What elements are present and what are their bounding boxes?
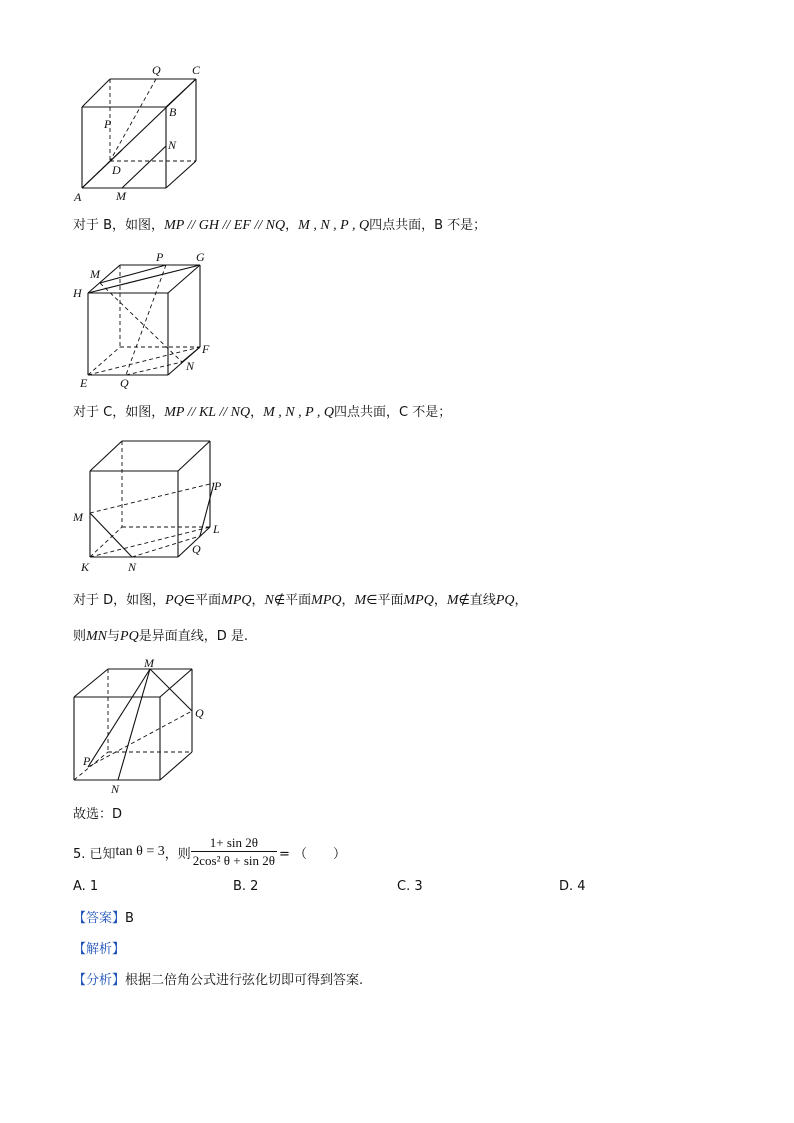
answer-value: B [125, 911, 134, 926]
label-k: K [81, 560, 90, 574]
label-e: E [80, 376, 88, 390]
label-h: H [73, 286, 82, 300]
d-in: ∈平面 [183, 593, 222, 608]
c-parallel: MP // KL // NQ [164, 405, 251, 420]
label-g: G [196, 250, 205, 264]
option-a[interactable]: A. 1 [73, 879, 99, 894]
d-m-2: M [446, 593, 459, 608]
label-p: P [83, 754, 91, 768]
d-notin: ∉平面 [273, 593, 312, 608]
label-f: F [202, 342, 210, 356]
option-d[interactable]: D. 4 [559, 879, 586, 894]
d-mpq-2: MPQ [311, 593, 342, 608]
cube-figure-b [70, 245, 230, 395]
label-p: P [104, 117, 112, 131]
cube-figure-a [70, 60, 220, 210]
b-prefix: 对于 B，如图， [73, 218, 165, 233]
c-prefix: 对于 C，如图， [73, 405, 165, 420]
label-m: M [144, 656, 154, 670]
fenxi-line [73, 972, 363, 990]
label-m: M [116, 189, 126, 203]
label-q: Q [120, 376, 129, 390]
d-with: 与 [107, 629, 121, 644]
d-pq-3: PQ [120, 629, 139, 644]
question-5 [73, 832, 346, 872]
label-n: N [111, 782, 120, 796]
label-n: N [186, 359, 195, 373]
option-b[interactable]: B. 2 [233, 879, 259, 894]
option-c-explanation: 对于 C，如图，MP // KL // NQ，M , N , P , Q四点共面，C 不是； [73, 405, 452, 420]
d-suffix: 是异面直线，D 是. [138, 629, 248, 644]
q5-fraction [191, 835, 277, 869]
label-c: C [192, 63, 201, 77]
choose-answer: 故选：D [73, 807, 123, 822]
label-p: P [156, 250, 164, 264]
b-parallel: MP // GH // EF // NQ [164, 218, 286, 233]
fenxi-tag: 【分析】 [73, 973, 126, 988]
d-mn: MN [86, 629, 108, 644]
q5-then: ，则 [164, 846, 191, 862]
q5-number: 5. 已知 [73, 846, 116, 862]
label-n: N [128, 560, 137, 574]
label-d: D [112, 163, 121, 177]
d-prefix: 对于 D，如图， [73, 593, 166, 608]
d-then: 则 [73, 629, 87, 644]
option-c[interactable]: C. 3 [397, 879, 423, 894]
answer-tag: 【答案】 [73, 911, 126, 926]
d-in-2: ∈平面 [366, 593, 404, 608]
label-b: B [169, 105, 177, 119]
answer-line [73, 910, 134, 928]
q5-numerator: 1+ sin 2θ [191, 835, 277, 852]
cube-figure-d [60, 655, 220, 800]
label-m: M [90, 267, 100, 281]
c-suffix: 四点共面，C 不是； [334, 405, 452, 420]
option-d-conclusion [73, 628, 248, 646]
q5-equals: = （ ） [278, 846, 346, 862]
option-d-explanation: 对于 D，如图，PQ∈平面MPQ，N∉平面MPQ，M∈平面MPQ，M∉直线PQ， [73, 593, 528, 608]
q5-denominator: 2cos² θ + sin 2θ [192, 853, 275, 868]
label-q: Q [152, 63, 161, 77]
cube-figure-c [70, 433, 240, 583]
label-q: Q [195, 706, 204, 720]
analysis-tag: 【解析】 [73, 942, 126, 957]
option-b-explanation: 对于 B，如图，MP // GH // EF // NQ，M , N , P , Q四点共面，B 不是； [73, 218, 487, 233]
d-m: M [354, 593, 367, 608]
label-q: Q [192, 542, 201, 556]
d-mpq-3: MPQ [403, 593, 434, 608]
d-pq: PQ [165, 593, 184, 608]
label-p: P [214, 479, 222, 493]
b-points: M , N , P , Q [298, 218, 370, 233]
label-m: M [73, 510, 83, 524]
c-points: M , N , P , Q [263, 405, 334, 420]
label-a: A [74, 190, 82, 204]
d-pq-2: PQ [495, 593, 515, 608]
d-notin-2: ∉直线 [458, 593, 496, 608]
label-n: N [168, 138, 177, 152]
fenxi-text: 根据二倍角公式进行弦化切即可得到答案. [125, 973, 364, 988]
label-l: L [213, 522, 220, 536]
b-suffix: 四点共面，B 不是； [369, 218, 487, 233]
d-mpq-1: MPQ [221, 593, 252, 608]
d-n: N [264, 593, 274, 608]
q5-condition: tan θ = 3 [115, 844, 165, 859]
